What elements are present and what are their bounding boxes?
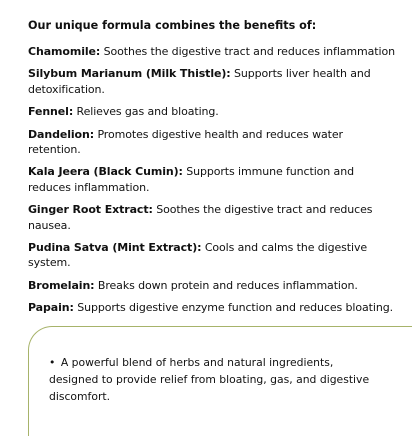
ingredient-name: Bromelain: (28, 278, 95, 292)
bullet-icon: • (49, 356, 56, 369)
ingredient-name: Ginger Root Extract: (28, 203, 153, 217)
ingredient-bromelain (28, 278, 398, 293)
ingredient-description: Breaks down protein and reduces inflammation. (94, 278, 358, 292)
ingredient-fennel (28, 104, 398, 119)
ingredient-name: Kala Jeera (Black Cumin): (28, 165, 183, 179)
benefits-section (28, 18, 398, 323)
ingredient-name: Chamomile: (28, 45, 101, 58)
ingredient-description: Supports immune function and reduces inflammation. (28, 165, 354, 194)
ingredient-name: Papain: (28, 301, 74, 315)
ingredient-name: Fennel: (28, 105, 74, 119)
ingredient-papain (28, 300, 398, 315)
summary-description: A powerful blend of herbs and natural ingredients, designed to provide relief from bloating, gas, and digestive discomfort. (49, 356, 370, 403)
ingredient-description: Supports liver health and detoxification. (28, 67, 371, 96)
ingredient-dandelion (28, 127, 398, 158)
ingredient-chamomile (28, 44, 398, 59)
ingredient-name: Pudina Satva (Mint Extract): (28, 241, 202, 255)
ingredient-description: Supports digestive enzyme function and reduces bloating. (73, 301, 393, 315)
ingredient-mint-extract (28, 240, 398, 271)
ingredient-description: Cools and calms the digestive system. (28, 241, 368, 270)
summary-text (49, 354, 379, 405)
ingredient-black-cumin (28, 164, 398, 195)
ingredient-description: Soothes the digestive tract and reduces inflammation (100, 45, 395, 58)
ingredient-name: Dandelion: (28, 127, 95, 141)
ingredient-description: Soothes the digestive tract and reduces nausea. (28, 203, 373, 232)
ingredient-ginger-root (28, 202, 398, 233)
ingredient-description: Promotes digestive health and reduces water retention. (28, 127, 343, 157)
ingredient-description: Relieves gas and bloating. (73, 105, 219, 119)
section-heading: Our unique formula combines the benefits of: (28, 19, 317, 32)
summary-card (28, 326, 412, 436)
ingredient-name: Silybum Marianum (Milk Thistle): (28, 67, 231, 81)
ingredient-milk-thistle (28, 66, 398, 97)
